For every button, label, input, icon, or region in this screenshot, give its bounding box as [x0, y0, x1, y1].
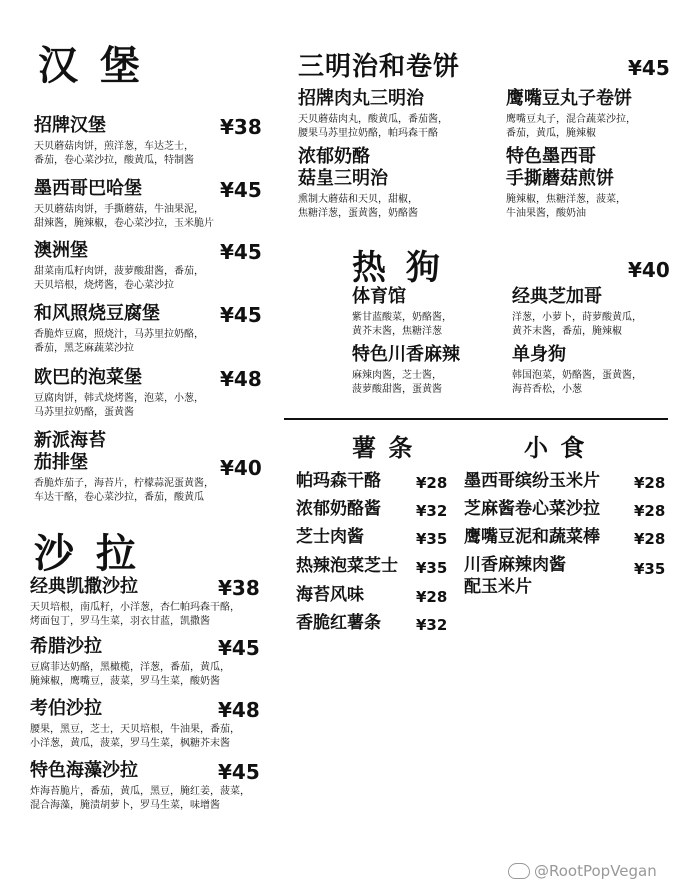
menu-item: [506, 88, 676, 141]
item-name: 希腊沙拉: [30, 636, 102, 657]
salad-title: 沙 拉: [34, 531, 140, 577]
item-desc: 豆腐菲达奶酪，黑橄榄，洋葱，番茄，黄瓜， 腌辣椒，鹰嘴豆，菠菜，罗马生菜，酸奶酱: [30, 662, 230, 687]
item-price: ¥45: [220, 178, 262, 202]
list-item: [296, 555, 456, 577]
item-price: ¥28: [634, 502, 666, 520]
hotdog-title: 热 狗: [352, 248, 444, 288]
menu-item: [34, 115, 264, 168]
item-name: 单身狗: [512, 344, 566, 365]
item-desc: 韩国泡菜，奶酪酱，蛋黄酱， 海苔香松，小葱: [512, 370, 642, 395]
item-price: ¥28: [416, 588, 448, 606]
item-name: 体育馆: [352, 286, 406, 307]
item-name: 浓郁奶酪: [298, 146, 370, 167]
item-name: 欧巴的泡菜堡: [34, 367, 142, 388]
item-price: ¥45: [218, 760, 260, 784]
item-desc: 腰果，黑豆，芝士，天贝培根，牛油果，番茄， 小洋葱，黄瓜，菠菜，罗马生菜，枫糖芥末酱: [30, 724, 240, 749]
list-item: [296, 612, 456, 634]
item-name: 热辣泡菜芝士: [296, 556, 398, 576]
item-name: 招牌汉堡: [34, 115, 106, 136]
item-price: ¥48: [220, 367, 262, 391]
item-name: 墨西哥巴哈堡: [34, 178, 142, 199]
item-name: 芝麻酱卷心菜沙拉: [464, 499, 600, 519]
snacks-title: 小 食: [524, 434, 587, 462]
item-name: 考伯沙拉: [30, 698, 102, 719]
item-desc: 天贝培根，南瓜籽，小洋葱，杏仁帕玛森干酪， 烤面包丁，罗马生菜，羽衣甘蓝，凯撒酱: [30, 602, 240, 627]
item-name: 芝士肉酱: [296, 527, 364, 547]
item-name: 特色川香麻辣: [352, 344, 460, 365]
item-price: ¥32: [416, 616, 448, 634]
item-name: 川香麻辣肉酱: [464, 555, 566, 575]
menu-item: [30, 636, 270, 689]
item-desc: 天贝蘑菇肉饼，手撕蘑菇，牛油果泥， 甜辣酱，腌辣椒，卷心菜沙拉，玉米脆片: [34, 204, 214, 229]
item-price: ¥35: [416, 530, 448, 548]
item-price: ¥40: [220, 456, 262, 480]
item-price: ¥38: [218, 576, 260, 600]
menu-item: [34, 367, 264, 420]
item-price: ¥45: [220, 303, 262, 327]
item-name-line2: 茄排堡: [34, 452, 88, 473]
item-name: 帕玛森干酪: [296, 471, 381, 491]
list-item: [296, 584, 456, 606]
item-desc: 甜菜南瓜籽肉饼，菠萝酸甜酱，番茄， 天贝培根，烧烤酱，卷心菜沙拉: [34, 266, 204, 291]
item-name: 香脆红薯条: [296, 613, 381, 633]
item-name: 浓郁奶酪酱: [296, 499, 381, 519]
menu-item: [30, 760, 270, 813]
section-divider: [284, 418, 668, 420]
item-name: 特色墨西哥: [506, 146, 596, 167]
list-item: [464, 526, 674, 548]
menu-item: [506, 146, 676, 221]
item-name: 招牌肉丸三明治: [298, 88, 424, 109]
item-price: ¥38: [220, 115, 262, 139]
item-desc: 天贝蘑菇肉饼，煎洋葱，车达芝士， 番茄，卷心菜沙拉，酸黄瓜，特制酱: [34, 141, 194, 166]
item-desc: 豆腐肉饼，韩式烧烤酱，泡菜，小葱， 马苏里拉奶酪，蛋黄酱: [34, 393, 204, 418]
item-price: ¥45: [220, 240, 262, 264]
item-price: ¥28: [634, 530, 666, 548]
item-price: ¥28: [634, 474, 666, 492]
menu-item: [30, 576, 270, 629]
item-desc: 鹰嘴豆丸子，混合蔬菜沙拉， 番茄，黄瓜，腌辣椒: [506, 114, 636, 139]
watermark: [508, 862, 657, 880]
fries-title: 薯 条: [352, 434, 415, 462]
item-price: ¥35: [634, 560, 666, 578]
menu-item: [512, 286, 672, 339]
menu-item: [298, 88, 498, 141]
weibo-icon: [508, 863, 530, 879]
item-price: ¥35: [416, 559, 448, 577]
item-desc: 炸海苔脆片，番茄，黄瓜，黑豆，腌红姜，菠菜， 混合海藻，腌渍胡萝卜，罗马生菜，味增酱: [30, 786, 250, 811]
item-name: 经典凯撒沙拉: [30, 576, 138, 597]
item-name-line2: 手撕蘑菇煎饼: [506, 168, 614, 189]
item-name-line2: 菇皇三明治: [298, 168, 388, 189]
item-desc: 熏制大蘑菇和天贝，甜椒， 焦糖洋葱，蛋黄酱，奶酪酱: [298, 194, 418, 219]
item-name: 和风照烧豆腐堡: [34, 303, 160, 324]
menu-item: [34, 178, 264, 231]
item-name: 澳洲堡: [34, 240, 88, 261]
item-desc: 洋葱，小萝卜，莳萝酸黄瓜， 黄芥末酱，番茄，腌辣椒: [512, 312, 642, 337]
item-desc: 麻辣肉酱，芝士酱， 菠萝酸甜酱，蛋黄酱: [352, 370, 442, 395]
watermark-text: @RootPopVegan: [534, 862, 657, 880]
menu-item: [352, 286, 502, 339]
list-item: [296, 498, 456, 520]
menu-item: [34, 240, 264, 293]
menu-item: [512, 344, 672, 397]
item-name: 经典芝加哥: [512, 286, 602, 307]
hotdog-price: ¥40: [628, 258, 670, 282]
hamburger-title: 汉 堡: [38, 43, 144, 89]
menu-item: [298, 146, 498, 221]
item-name: 特色海藻沙拉: [30, 760, 138, 781]
item-name: 墨西哥缤纷玉米片: [464, 471, 600, 491]
menu-item: [34, 430, 264, 505]
item-price: ¥32: [416, 502, 448, 520]
item-desc: 腌辣椒，焦糖洋葱，菠菜， 牛油果酱，酸奶油: [506, 194, 626, 219]
item-name: 鹰嘴豆丸子卷饼: [506, 88, 632, 109]
list-item: [464, 554, 674, 598]
sandwich-title: 三明治和卷饼: [298, 52, 461, 82]
item-desc: 天贝蘑菇肉丸，酸黄瓜，番茄酱， 腰果马苏里拉奶酪，帕玛森干酪: [298, 114, 448, 139]
item-price: ¥48: [218, 698, 260, 722]
item-desc: 香脆炸茄子，海苔片，柠檬蒜泥蛋黄酱， 车达干酪，卷心菜沙拉，番茄，酸黄瓜: [34, 478, 214, 503]
list-item: [296, 470, 456, 492]
item-desc: 紫甘蓝酸菜，奶酪酱， 黄芥末酱，焦糖洋葱: [352, 312, 452, 337]
item-name: 新派海苔: [34, 430, 106, 451]
menu-item: [30, 698, 270, 751]
item-name: 海苔风味: [296, 585, 364, 605]
item-price: ¥45: [218, 636, 260, 660]
list-item: [296, 526, 456, 548]
menu-item: [352, 344, 502, 397]
item-name: 鹰嘴豆泥和蔬菜棒: [464, 527, 600, 547]
item-desc: 香脆炸豆腐，照烧汁，马苏里拉奶酪， 番茄，黑芝麻蔬菜沙拉: [34, 329, 204, 354]
menu-item: [34, 303, 264, 356]
sandwich-price: ¥45: [628, 56, 670, 80]
item-price: ¥28: [416, 474, 448, 492]
list-item: [464, 498, 674, 520]
item-name-line2: 配玉米片: [464, 577, 532, 597]
list-item: [464, 470, 674, 492]
